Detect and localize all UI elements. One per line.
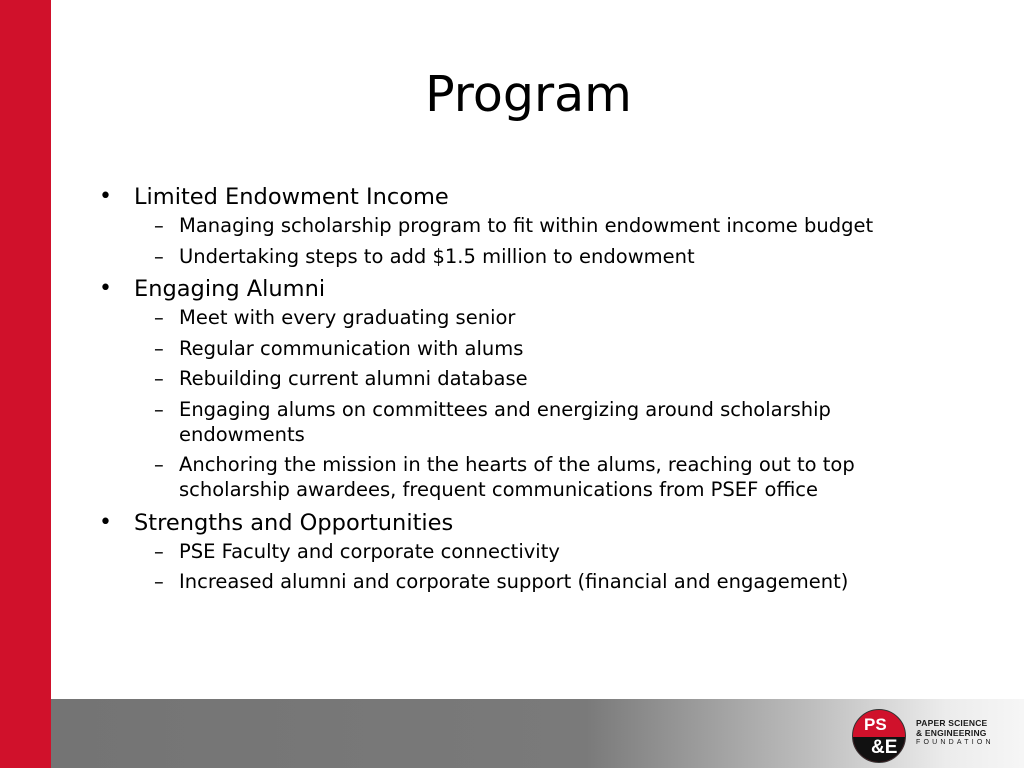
bullet-text: Limited Endowment Income <box>134 184 449 210</box>
sub-bullet-item <box>96 366 956 391</box>
sub-bullet-text: PSE Faculty and corporate connectivity <box>179 539 560 563</box>
sub-bullet-item <box>96 213 956 238</box>
sub-bullet-item <box>96 244 956 269</box>
bullet-item <box>96 508 956 538</box>
sub-bullet-item <box>96 336 956 361</box>
sub-bullet-text: Rebuilding current alumni database <box>179 367 528 390</box>
sub-bullet-text: Undertaking steps to add $1.5 million to endowment <box>179 244 695 268</box>
dash-icon: – <box>154 214 164 237</box>
sub-bullet-item <box>96 452 956 502</box>
red-side-bar <box>0 0 51 768</box>
logo-line-2: & ENGINEERING <box>916 728 987 738</box>
logo-seal-top: PS <box>864 715 887 734</box>
bullet-dot-icon: • <box>99 509 112 535</box>
sub-bullet-text: Managing scholarship program to fit within endowment income budget <box>179 214 874 237</box>
logo-wordmark <box>916 718 994 748</box>
sub-bullet-text: Engaging alums on committees and energizing around scholarship endowments <box>179 397 831 446</box>
dash-icon: – <box>154 539 164 563</box>
dash-icon: – <box>154 397 164 421</box>
logo-line-1: PAPER SCIENCE <box>916 718 988 728</box>
sub-bullet-list <box>96 539 956 595</box>
slide-title: Program <box>425 66 632 123</box>
bullet-text: Strengths and Opportunities <box>134 509 454 536</box>
sub-bullet-text: Anchoring the mission in the hearts of the alums, reaching out to top scholarship awardees, frequent communications from PSEF office <box>179 453 855 501</box>
sub-bullet-list <box>96 305 956 502</box>
sub-bullet-list <box>96 213 956 269</box>
sub-bullet-text: Meet with every graduating senior <box>179 306 516 329</box>
bullet-item <box>96 274 956 304</box>
bullet-dot-icon: • <box>99 184 112 209</box>
sub-bullet-item <box>96 569 956 594</box>
sub-bullet-item <box>96 305 956 330</box>
psef-logo <box>852 709 1002 763</box>
dash-icon: – <box>154 306 164 329</box>
logo-line-3: FOUNDATION <box>916 739 994 746</box>
logo-seal-bottom: &E <box>871 737 898 758</box>
dash-icon: – <box>154 570 164 593</box>
sub-bullet-text: Increased alumni and corporate support (financial and engagement) <box>179 570 849 593</box>
dash-icon: – <box>154 453 164 476</box>
logo-seal-icon <box>852 709 906 763</box>
bullet-list <box>96 180 956 600</box>
sub-bullet-text: Regular communication with alums <box>179 336 524 360</box>
dash-icon: – <box>154 244 164 268</box>
bullet-dot-icon: • <box>99 276 112 301</box>
bullet-item <box>96 182 956 212</box>
bullet-text: Engaging Alumni <box>134 276 326 302</box>
dash-icon: – <box>154 367 164 390</box>
sub-bullet-item <box>96 539 956 564</box>
dash-icon: – <box>154 336 164 360</box>
sub-bullet-item <box>96 397 956 447</box>
